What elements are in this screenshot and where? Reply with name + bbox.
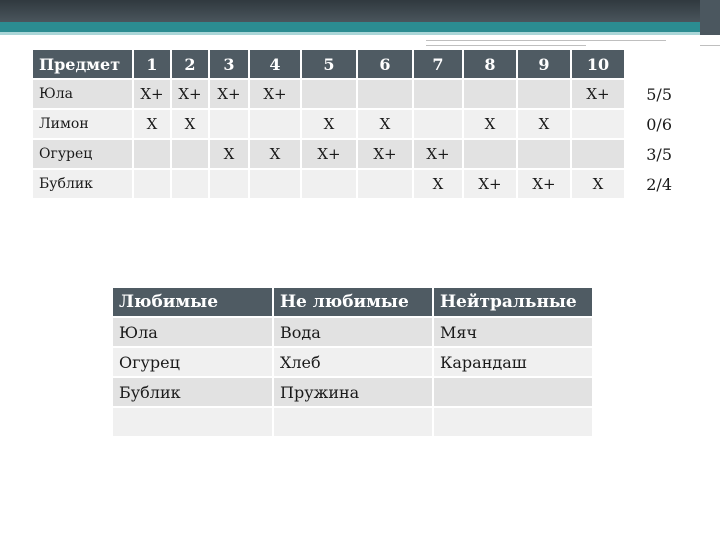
preferences-header-row bbox=[113, 288, 593, 317]
table-cell bbox=[357, 79, 413, 109]
table-cell: Х+ bbox=[301, 139, 357, 169]
header-col-9: 9 bbox=[517, 50, 571, 79]
table-cell bbox=[413, 109, 463, 139]
table-cell bbox=[273, 407, 433, 437]
table-cell: Х+ bbox=[171, 79, 209, 109]
header-col-1: 1 bbox=[133, 50, 171, 79]
table-cell: Х bbox=[517, 109, 571, 139]
header-col-10: 10 bbox=[571, 50, 625, 79]
table-cell: Х+ bbox=[249, 79, 301, 109]
row-name: Лимон bbox=[33, 109, 133, 139]
header-col-8: 8 bbox=[463, 50, 517, 79]
table-cell: Х+ bbox=[209, 79, 249, 109]
table-cell bbox=[517, 79, 571, 109]
table-cell bbox=[301, 79, 357, 109]
header-blank bbox=[625, 50, 677, 79]
row-name: Юла bbox=[33, 79, 133, 109]
decorative-line bbox=[426, 45, 586, 46]
table-cell: Х+ bbox=[413, 139, 463, 169]
table-cell: Огурец bbox=[113, 347, 273, 377]
table-cell bbox=[433, 377, 593, 407]
table-row bbox=[33, 79, 677, 109]
table-cell: Х+ bbox=[463, 169, 517, 199]
table-row bbox=[113, 347, 593, 377]
header-col-4: 4 bbox=[249, 50, 301, 79]
header-col-5: 5 bbox=[301, 50, 357, 79]
table-row bbox=[113, 407, 593, 437]
table-cell bbox=[171, 139, 209, 169]
table-row bbox=[33, 169, 677, 199]
table-row bbox=[33, 109, 677, 139]
table-cell bbox=[133, 169, 171, 199]
table-row bbox=[113, 317, 593, 347]
header-subject: Предмет bbox=[33, 50, 133, 79]
table-cell: Вода bbox=[273, 317, 433, 347]
table-cell: Х bbox=[463, 109, 517, 139]
table-cell bbox=[113, 407, 273, 437]
table-cell: Х bbox=[133, 109, 171, 139]
table-cell bbox=[463, 139, 517, 169]
table-cell: Хлеб bbox=[273, 347, 433, 377]
table-cell: Х bbox=[571, 169, 625, 199]
survey-header-row bbox=[33, 50, 677, 79]
table-cell: Юла bbox=[113, 317, 273, 347]
table-row bbox=[33, 139, 677, 169]
table-cell: Мяч bbox=[433, 317, 593, 347]
header-liked: Любимые bbox=[113, 288, 273, 317]
table-cell bbox=[571, 139, 625, 169]
table-cell: Х bbox=[301, 109, 357, 139]
table-cell: Х+ bbox=[517, 169, 571, 199]
survey-table bbox=[33, 50, 678, 200]
table-cell: Х bbox=[357, 109, 413, 139]
table-cell: Х bbox=[209, 139, 249, 169]
preferences-table bbox=[113, 288, 594, 438]
table-cell bbox=[249, 169, 301, 199]
decorative-line bbox=[426, 40, 666, 41]
table-cell: Х+ bbox=[357, 139, 413, 169]
table-cell bbox=[357, 169, 413, 199]
table-cell bbox=[249, 109, 301, 139]
table-cell bbox=[301, 169, 357, 199]
row-name: Огурец bbox=[33, 139, 133, 169]
row-score: 2/4 bbox=[625, 169, 677, 199]
table-cell bbox=[413, 79, 463, 109]
table-cell bbox=[571, 109, 625, 139]
table-cell bbox=[171, 169, 209, 199]
header-col-3: 3 bbox=[209, 50, 249, 79]
row-score: 3/5 bbox=[625, 139, 677, 169]
header-neutral: Нейтральные bbox=[433, 288, 593, 317]
decorative-line bbox=[700, 45, 720, 46]
table-cell: Х+ bbox=[571, 79, 625, 109]
table-cell bbox=[463, 79, 517, 109]
slide-top-stripe bbox=[0, 22, 720, 32]
header-col-2: 2 bbox=[171, 50, 209, 79]
table-cell bbox=[209, 169, 249, 199]
table-cell bbox=[517, 139, 571, 169]
table-cell: Бублик bbox=[113, 377, 273, 407]
header-col-7: 7 bbox=[413, 50, 463, 79]
table-cell bbox=[133, 139, 171, 169]
slide-top-band bbox=[0, 0, 720, 22]
row-name: Бублик bbox=[33, 169, 133, 199]
header-disliked: Не любимые bbox=[273, 288, 433, 317]
row-score: 5/5 bbox=[625, 79, 677, 109]
table-cell: Х bbox=[171, 109, 209, 139]
table-cell: Пружина bbox=[273, 377, 433, 407]
header-col-6: 6 bbox=[357, 50, 413, 79]
table-cell: Карандаш bbox=[433, 347, 593, 377]
table-cell bbox=[433, 407, 593, 437]
table-row bbox=[113, 377, 593, 407]
slide-top-accent bbox=[0, 32, 720, 35]
table-cell bbox=[209, 109, 249, 139]
table-cell: Х bbox=[249, 139, 301, 169]
row-score: 0/6 bbox=[625, 109, 677, 139]
table-cell: Х+ bbox=[133, 79, 171, 109]
slide-top-notch bbox=[700, 0, 720, 35]
table-cell: Х bbox=[413, 169, 463, 199]
